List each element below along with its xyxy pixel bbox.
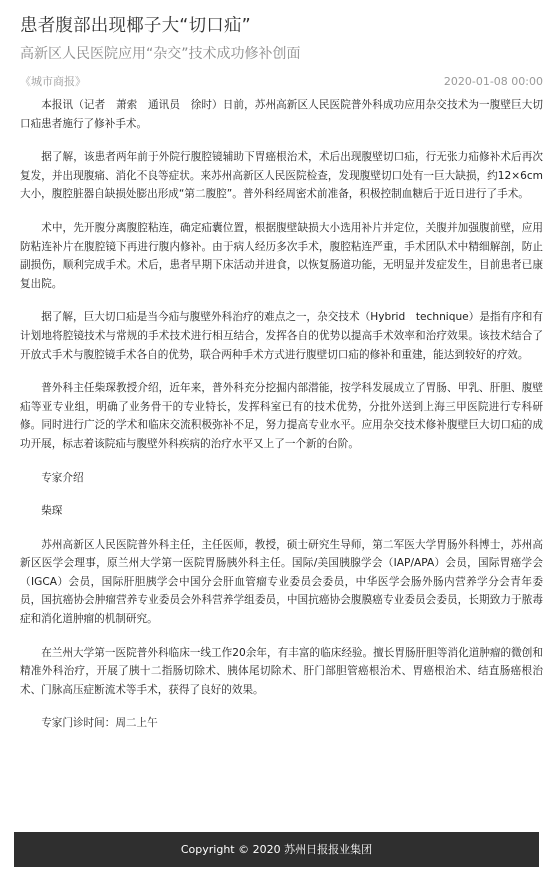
article-meta xyxy=(20,74,543,90)
expert-name: 柴琛 xyxy=(41,505,63,518)
article-paragraph: 据了解，该患者两年前于外院行腹腔镜辅助下胃癌根治术，术后出现腹壁切口疝，行无张力疝修补术后再次复发，并出现腹痛、消化不良等症状。来苏州高新区人民医院检查，发现腹壁切口处有一巨大缺损，约12×6cm大小，腹腔脏器自缺损处膨出形成“第二腹腔”。普外科经周密术前准备，积极控制血糖后于近日进行了手术。 xyxy=(20,151,543,201)
article-paragraph: 术中，先开腹分离腹腔粘连，确定疝囊位置，根据腹壁缺损大小选用补片并定位，关腹并加强腹前壁，应用防粘连补片在腹腔镜下再进行腹内修补。由于病人经历多次手术，腹腔粘连严重，手术团队术中精细解剖，防止副损伤，顺利完成手术。术后，患者早期下床活动并进食，以恢复肠道功能，无明显并发症发生，目前患者已康复出院。 xyxy=(20,221,543,290)
article-source: 《城市商报》 xyxy=(20,75,86,88)
expert-intro-heading: 专家介绍 xyxy=(41,471,84,484)
article-body xyxy=(20,96,543,733)
article-paragraph: 据了解，巨大切口疝是当今疝与腹壁外科治疗的难点之一，杂交技术（Hybrid technique）是指有序和有计划地将腔镜技术与常规的手术技术进行相互结合，发挥各自的优势以提高手术效率和治疗效果。该技术结合了开放式手术与腹腔镜手术各自的优势，联合两种手术方式进行腹壁切口疝的修补和重建，能达到较好的疗效。 xyxy=(20,311,543,361)
footer-copyright: Copyright © 2020 苏州日报报业集团 xyxy=(180,843,373,856)
article-subtitle: 高新区人民医院应用“杂交”技术成功修补创面 xyxy=(20,46,301,62)
article-paragraph: 本报讯（记者 萧索 通讯员 徐时）日前，苏州高新区人民医院普外科成功应用杂交技术为一腹壁巨大切口疝患者施行了修补手术。 xyxy=(20,99,543,130)
article-paragraph: 苏州高新区人民医院普外科主任，主任医师，教授，硕士研究生导师，第二军医大学胃肠外科博士，苏州高新区医学会理事，原兰州大学第一医院胃肠胰外科主任。国际/美国胰腺学会（IAP/APA）会员，国际胃癌学会（IGCA）会员，国际肝胆胰学会中国分会肝血管瘤专业委员会委员，中华医学会肠外肠内营养学分会青年委员，国抗癌协会肿瘤营养专业委员会外科营养学组委员，中国抗癌协会腹膜癌专业委员会委员，长期致力于脓毒症和消化道肿瘤的机制研究。 xyxy=(20,538,543,626)
article-paragraph: 普外科主任柴琛教授介绍，近年来，普外科充分挖掘内部潜能，按学科发展成立了胃肠、甲乳、肝胆、腹壁疝等亚专业组，明确了业务骨干的专业特长，发挥科室已有的技术优势，分批外送到上海三甲医院进行专科研修。同时进行广泛的学术和临床交流积极弥补不足，努力提高专业水平。应用杂交技术修补腹壁巨大切口疝的成功开展，标志着该院疝与腹壁外科疾病的治疗水平又上了一个新的台阶。 xyxy=(20,382,543,450)
article-title: 患者腹部出现椰子大“切口疝” xyxy=(20,16,251,36)
article-paragraph: 在兰州大学第一医院普外科临床一线工作20余年，有丰富的临床经验。擅长胃肠肝胆等消化道肿瘤的微创和精准外科治疗，开展了胰十二指肠切除术、胰体尾切除术、肝门部胆管癌根治术、胃癌根治术、结直肠癌根治术、门脉高压症断流术等手术，获得了良好的效果。 xyxy=(20,646,543,696)
site-footer xyxy=(14,832,539,867)
clinic-hours: 专家门诊时间：周二上午 xyxy=(41,717,158,730)
article-date: 2020-01-08 00:00 xyxy=(443,75,543,88)
